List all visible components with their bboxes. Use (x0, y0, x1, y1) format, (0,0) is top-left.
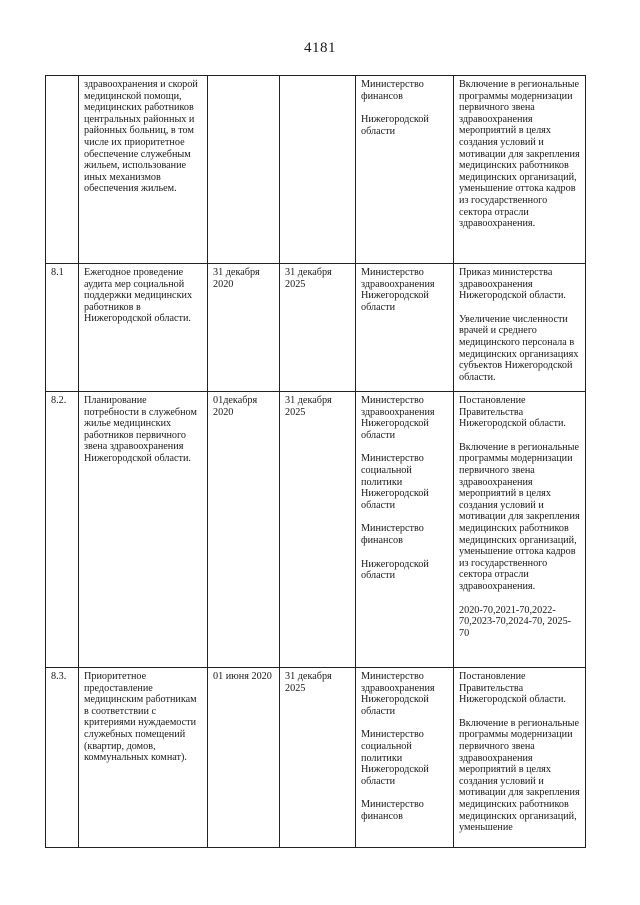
cell-start-date (208, 76, 280, 264)
cell-start-date: 01декабря 2020 (208, 392, 280, 668)
cell-result-paragraph: Включение в региональные программы модернизации первичного звена здравоохранения мероприятий в целях создания условий и мотивации для закрепления медицинских работников медицинских организаций, уменьшение оттока кадров из государственного сектора отрасли здравоохранения. (459, 79, 580, 230)
cell-activity: Приоритетное предоставление медицинским работникам в соответствии с критериями нуждаемости служебных помещений (квартир, домов, коммунальных комнат). (79, 668, 208, 848)
cell-result (454, 668, 586, 848)
cell-responsible-paragraph: Министерство финансов (361, 79, 424, 102)
table-row (46, 668, 586, 848)
cell-responsible-paragraph: Министерство здравоохранения Нижегородской области (361, 671, 435, 717)
cell-responsible-paragraph: Нижегородской области (361, 558, 429, 582)
cell-responsible-paragraph: Министерство финансов (361, 799, 424, 822)
cell-end-date: 31 декабря 2025 (280, 264, 356, 392)
cell-responsible-paragraph: Министерство социальной политики Нижегородской области (361, 729, 429, 787)
cell-number: 8.3. (46, 668, 79, 848)
cell-responsible-paragraph: Министерство здравоохранения Нижегородской области (361, 395, 435, 441)
cell-responsible-paragraph: Нижегородской области (361, 114, 429, 137)
cell-number: 8.2. (46, 392, 79, 668)
cell-result (454, 76, 586, 264)
cell-number (46, 76, 79, 264)
cell-responsible-paragraph: Министерство финансов (361, 523, 424, 546)
cell-result-paragraph: Постановление Правительства Нижегородской области. (459, 671, 566, 706)
cell-result (454, 392, 586, 668)
cell-start-date: 31 декабря 2020 (208, 264, 280, 392)
cell-responsible-paragraph: Министерство социальной политики Нижегородской области (361, 453, 429, 511)
cell-activity: Планирование потребности в служебном жилье медицинских работников первичного звена здравоохранения Нижегородской области. (79, 392, 208, 668)
cell-result-paragraph: 2020-70,2021-70,2022-70,2023-70,2024-70, 2025-70 (459, 604, 572, 639)
cell-responsible (356, 392, 454, 668)
table-row (46, 392, 586, 668)
cell-result-paragraph: Увеличение численности врачей и среднего медицинского персонала в медицинских организациях субъектов Нижегородской области. (459, 313, 579, 383)
cell-activity: Ежегодное проведение аудита мер социальной поддержки медицинских работников в Нижегородской области. (79, 264, 208, 392)
cell-number: 8.1 (46, 264, 79, 392)
table-row (46, 264, 586, 392)
cell-start-date: 01 июня 2020 (208, 668, 280, 848)
cell-result-paragraph: Включение в региональные программы модернизации первичного звена здравоохранения мероприятий в целях создания условий и мотивации для закрепления медицинских работников медицинских организаций, уменьшение (459, 717, 580, 834)
cell-end-date (280, 76, 356, 264)
cell-end-date: 31 декабря 2025 (280, 392, 356, 668)
cell-responsible (356, 264, 454, 392)
cell-result-paragraph: Постановление Правительства Нижегородской области. (459, 395, 566, 430)
cell-result-paragraph: Включение в региональные программы модернизации первичного звена здравоохранения мероприятий в целях создания условий и мотивации для закрепления медицинских работников медицинских организаций, уменьшение оттока кадров из государственного сектора отрасли здравоохранения. (459, 441, 580, 592)
cell-responsible (356, 76, 454, 264)
cell-result-paragraph: Приказ министерства здравоохранения Нижегородской области. (459, 267, 566, 302)
cell-responsible-paragraph: Министерство здравоохранения Нижегородской области (361, 267, 435, 313)
table-row (46, 76, 586, 264)
cell-end-date: 31 декабря 2025 (280, 668, 356, 848)
page-number: 4181 (304, 40, 336, 56)
cell-result (454, 264, 586, 392)
cell-activity: здравоохранения и скорой медицинской помощи, медицинских работников центральных районных и районных больниц, в том числе их приоритетное обеспечение служебным жильем, использование иных механизмов обеспечения жильем. (79, 76, 208, 264)
measures-table (45, 75, 586, 848)
cell-responsible (356, 668, 454, 848)
